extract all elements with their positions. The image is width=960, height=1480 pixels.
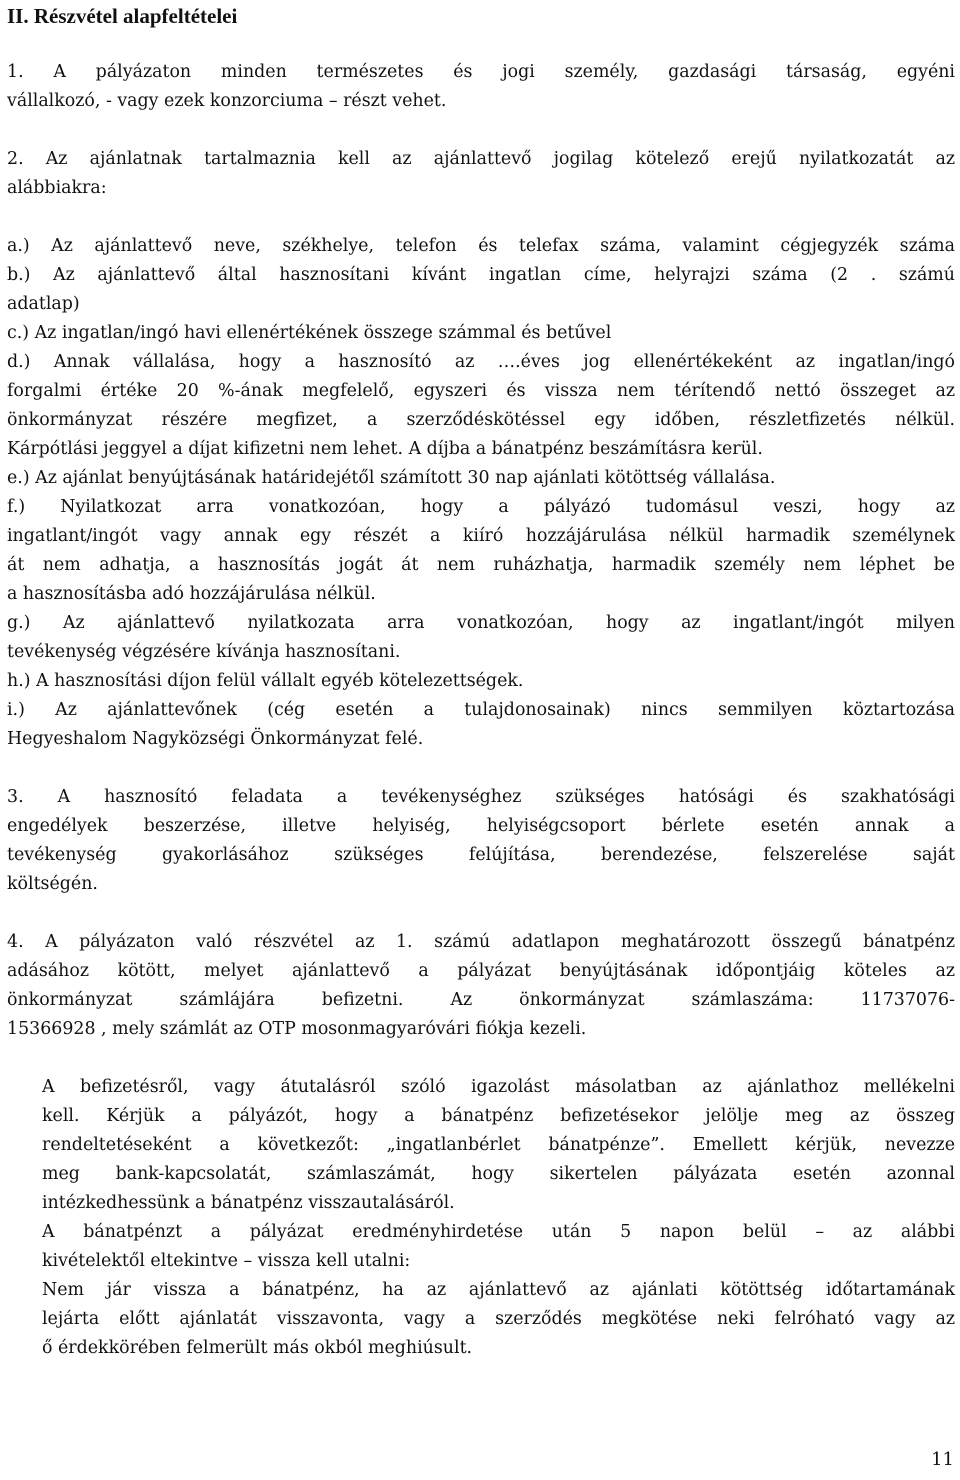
text-line: engedélyek beszerzése, illetve helyiség, helyiségcsoport bérlete esetén annak a (7, 816, 955, 836)
text-line: meg bank-kapcsolatát, számlaszámát, hogy sikertelen pályázata esetén azonnal (42, 1164, 955, 1184)
text-line: f.) Nyilatkozat arra vonatkozóan, hogy a pályázó tudomásul veszi, hogy az (7, 497, 955, 517)
text-line: költségén. (7, 874, 98, 894)
text-line: Kárpótlási jeggyel a díjat kifizetni nem lehet. A díjba a bánatpénz beszámításra kerül. (7, 439, 763, 459)
text-line: adatlap) (7, 294, 80, 314)
text-line: 15366928 , mely számlát az OTP mosonmagyaróvári fiókja kezeli. (7, 1019, 587, 1039)
text-line: A bánatpénzt a pályázat eredményhirdetése után 5 napon belül – az alábbi (42, 1222, 955, 1242)
text-line: Hegyeshalom Nagyközségi Önkormányzat felé. (7, 729, 424, 749)
text-line: forgalmi értéke 20 %-ának megfelelő, egyszeri és vissza nem térítendő nettó összeget az (7, 381, 955, 401)
text-line: tevékenység végzésére kívánja hasznosítani. (7, 642, 401, 662)
page-number: 11 (931, 1449, 954, 1470)
text-line: önkormányzat számlájára befizetni. Az önkormányzat számlaszáma: 11737076- (7, 990, 955, 1010)
text-line: rendeltetéseként a következőt: „ingatlanbérlet bánatpénze”. Emellett kérjük, nevezze (42, 1135, 955, 1155)
text-line: g.) Az ajánlattevő nyilatkozata arra vonatkozóan, hogy az ingatlant/ingót milyen (7, 613, 955, 633)
text-line: kell. Kérjük a pályázót, hogy a bánatpénz befizetésekor jelölje meg az összeg (42, 1106, 955, 1126)
text-line: Nem jár vissza a bánatpénz, ha az ajánlattevő az ajánlati kötöttség időtartamának (42, 1280, 955, 1300)
text-line: ingatlant/ingót vagy annak egy részét a kiíró hozzájárulása nélkül harmadik személynek (7, 526, 955, 546)
text-line: lejárta előtt ajánlatát visszavonta, vagy a szerződés megkötése neki felróható vagy az (42, 1309, 955, 1329)
text-line: d.) Annak vállalása, hogy a hasznosító az ….éves jog ellenértékeként az ingatlan/ingó (7, 352, 955, 372)
text-line: i.) Az ajánlattevőnek (cég esetén a tulajdonosainak) nincs semmilyen köztartozása (7, 700, 955, 720)
text-line: adásához kötött, melyet ajánlattevő a pályázat benyújtásának időpontjáig köteles az (7, 961, 955, 981)
text-line: kivételektől eltekintve – vissza kell utalni: (42, 1251, 411, 1271)
text-line: e.) Az ajánlat benyújtásának határidejétől számított 30 nap ajánlati kötöttség vállalása. (7, 468, 776, 488)
text-line: alábbiakra: (7, 178, 107, 198)
text-line: önkormányzat részére megfizet, a szerződéskötéssel egy időben, részletfizetés nélkül. (7, 410, 955, 430)
text-line: át nem adhatja, a hasznosítás jogát át nem ruházhatja, harmadik személy nem léphet be (7, 555, 955, 575)
text-line: a.) Az ajánlattevő neve, székhelye, telefon és telefax száma, valamint cégjegyzék száma (7, 236, 955, 256)
text-line: a hasznosításba adó hozzájárulása nélkül. (7, 584, 376, 604)
text-line: h.) A hasznosítási díjon felül vállalt egyéb kötelezettségek. (7, 671, 524, 691)
text-line: A befizetésről, vagy átutalásról szóló igazolást másolatban az ajánlathoz mellékelni (42, 1077, 955, 1097)
section-heading: II. Részvétel alapfeltételei (7, 4, 238, 28)
text-line: intézkedhessünk a bánatpénz visszautalásáról. (42, 1193, 455, 1213)
text-line: 4. A pályázaton való részvétel az 1. számú adatlapon meghatározott összegű bánatpénz (7, 932, 955, 952)
text-line: 2. Az ajánlatnak tartalmaznia kell az ajánlattevő jogilag kötelező erejű nyilatkozatát az (7, 149, 955, 169)
text-line: 3. A hasznosító feladata a tevékenységhez szükséges hatósági és szakhatósági (7, 787, 955, 807)
text-line: tevékenység gyakorlásához szükséges felújítása, berendezése, felszerelése saját (7, 845, 955, 865)
text-line: c.) Az ingatlan/ingó havi ellenértékének összege számmal és betűvel (7, 323, 612, 343)
text-line: 1. A pályázaton minden természetes és jogi személy, gazdasági társaság, egyéni (7, 62, 955, 82)
text-line: vállalkozó, - vagy ezek konzorciuma – részt vehet. (7, 91, 447, 111)
text-line: b.) Az ajánlattevő által hasznosítani kívánt ingatlan címe, helyrajzi száma (2 . számú (7, 265, 955, 285)
text-line: ő érdekkörében felmerült más okból meghiúsult. (42, 1338, 473, 1358)
